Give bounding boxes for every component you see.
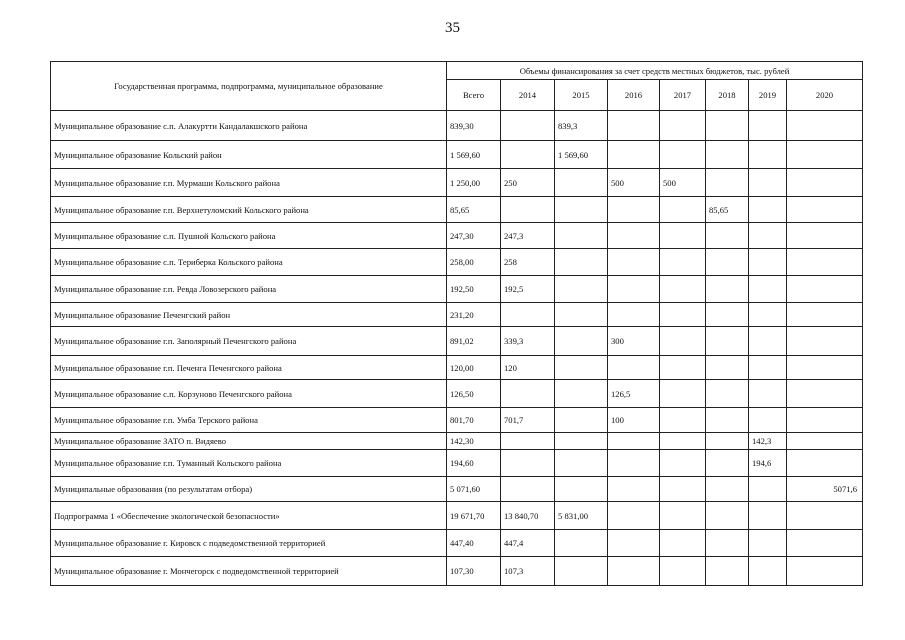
row-value: 1 250,00 [447, 169, 501, 197]
row-value [660, 356, 706, 380]
row-value [555, 276, 608, 303]
row-name: Муниципальное образование с.п. Териберка Кольского района [51, 249, 447, 276]
row-value [787, 169, 863, 197]
row-value: 339,3 [501, 327, 555, 356]
row-value: 447,4 [501, 530, 555, 557]
row-value [660, 380, 706, 408]
row-value [660, 111, 706, 141]
row-value [706, 356, 749, 380]
row-value [787, 249, 863, 276]
row-value [706, 380, 749, 408]
row-value [706, 141, 749, 169]
row-value [660, 557, 706, 586]
row-value [787, 197, 863, 223]
row-name: Муниципальное образование г. Мончегорск с подведомственной территорией [51, 557, 447, 586]
row-value [555, 477, 608, 502]
row-value [706, 477, 749, 502]
row-value [787, 557, 863, 586]
row-value [706, 557, 749, 586]
row-value: 107,30 [447, 557, 501, 586]
row-value: 247,30 [447, 223, 501, 249]
row-value [608, 303, 660, 327]
row-value: 247,3 [501, 223, 555, 249]
row-name: Муниципальное образование с.п. Алакуртти Кандалакшского района [51, 111, 447, 141]
row-name: Муниципальное образование ЗАТО п. Видяево [51, 433, 447, 450]
row-value [787, 502, 863, 530]
row-name: Муниципальное образование Печенгский район [51, 303, 447, 327]
row-value [608, 433, 660, 450]
table-row [51, 169, 863, 197]
table-row [51, 111, 863, 141]
row-value [706, 169, 749, 197]
row-value: 250 [501, 169, 555, 197]
row-value [749, 356, 787, 380]
year-header: 2014 [501, 80, 555, 111]
row-value [555, 557, 608, 586]
program-column-header: Государственная программа, подпрограмма, муниципальное образование [51, 62, 447, 111]
row-value [660, 223, 706, 249]
row-value [555, 530, 608, 557]
row-value: 5071,6 [787, 477, 863, 502]
row-name: Муниципальное образование г.п. Верхнетуломский Кольского района [51, 197, 447, 223]
row-value [749, 303, 787, 327]
row-value [660, 502, 706, 530]
row-value [501, 380, 555, 408]
row-value [706, 530, 749, 557]
row-value [608, 356, 660, 380]
page-number: 35 [445, 20, 460, 36]
row-value [555, 450, 608, 477]
row-name: Муниципальное образование г.п. Мурмаши Кольского района [51, 169, 447, 197]
year-header: 2018 [706, 80, 749, 111]
row-value [749, 169, 787, 197]
financing-table [50, 61, 863, 586]
row-value [787, 111, 863, 141]
row-value [660, 408, 706, 433]
row-value [660, 276, 706, 303]
row-value: 192,5 [501, 276, 555, 303]
row-value [660, 303, 706, 327]
table-row [51, 433, 863, 450]
row-value [749, 380, 787, 408]
row-value [787, 450, 863, 477]
row-value [555, 223, 608, 249]
row-value: 142,3 [749, 433, 787, 450]
year-header: 2020 [787, 80, 863, 111]
row-name: Муниципальное образование г.п. Туманный Кольского района [51, 450, 447, 477]
row-value [787, 380, 863, 408]
volumes-column-header: Объемы финансирования за счет средств местных бюджетов, тыс. рублей [447, 62, 863, 80]
row-name: Муниципальное образование Кольский район [51, 141, 447, 169]
row-value [706, 249, 749, 276]
row-value: 194,6 [749, 450, 787, 477]
row-value [749, 408, 787, 433]
row-value: 1 569,60 [447, 141, 501, 169]
row-value [749, 111, 787, 141]
row-value [787, 530, 863, 557]
row-value: 231,20 [447, 303, 501, 327]
row-value [501, 433, 555, 450]
table-row [51, 380, 863, 408]
row-value [501, 111, 555, 141]
row-value [706, 111, 749, 141]
row-value [555, 327, 608, 356]
row-value [608, 197, 660, 223]
row-value [555, 197, 608, 223]
year-header: Всего [447, 80, 501, 111]
row-value: 500 [660, 169, 706, 197]
table-row [51, 249, 863, 276]
row-name: Муниципальные образования (по результатам отбора) [51, 477, 447, 502]
row-value [501, 141, 555, 169]
row-value: 85,65 [706, 197, 749, 223]
row-value: 100 [608, 408, 660, 433]
row-name: Муниципальное образование г.п. Ревда Ловозерского района [51, 276, 447, 303]
row-value: 701,7 [501, 408, 555, 433]
row-value [749, 327, 787, 356]
row-value: 839,30 [447, 111, 501, 141]
row-value: 120,00 [447, 356, 501, 380]
row-value: 5 071,60 [447, 477, 501, 502]
table-body [51, 111, 863, 586]
row-value: 19 671,70 [447, 502, 501, 530]
row-value: 447,40 [447, 530, 501, 557]
row-value [660, 327, 706, 356]
row-value: 126,50 [447, 380, 501, 408]
row-value: 194,60 [447, 450, 501, 477]
row-value [787, 223, 863, 249]
year-header: 2016 [608, 80, 660, 111]
table-row [51, 223, 863, 249]
row-value [787, 303, 863, 327]
row-value: 300 [608, 327, 660, 356]
row-value [749, 197, 787, 223]
row-name: Муниципальное образование с.п. Корзуново Печенгского района [51, 380, 447, 408]
row-value [787, 433, 863, 450]
row-name: Подпрограмма 1 «Обеспечение экологической безопасности» [51, 502, 447, 530]
row-value [749, 477, 787, 502]
row-value: 120 [501, 356, 555, 380]
row-value [660, 477, 706, 502]
row-value: 258,00 [447, 249, 501, 276]
row-value [501, 450, 555, 477]
row-value [787, 327, 863, 356]
year-header: 2017 [660, 80, 706, 111]
row-value [660, 141, 706, 169]
table-row [51, 276, 863, 303]
row-value [501, 197, 555, 223]
row-value [608, 502, 660, 530]
row-value [660, 530, 706, 557]
row-name: Муниципальное образование с.п. Пушной Кольского района [51, 223, 447, 249]
table-row [51, 327, 863, 356]
row-value [706, 303, 749, 327]
row-value [706, 223, 749, 249]
table-row [51, 502, 863, 530]
row-value [608, 249, 660, 276]
row-value: 142,30 [447, 433, 501, 450]
row-value [749, 249, 787, 276]
row-value: 839,3 [555, 111, 608, 141]
row-value [660, 197, 706, 223]
table-row [51, 530, 863, 557]
row-value: 13 840,70 [501, 502, 555, 530]
row-value [660, 450, 706, 477]
row-value: 801,70 [447, 408, 501, 433]
row-value [787, 276, 863, 303]
row-value [608, 477, 660, 502]
row-value: 500 [608, 169, 660, 197]
row-value [706, 433, 749, 450]
row-value [555, 433, 608, 450]
row-value [608, 111, 660, 141]
row-value [787, 356, 863, 380]
row-value [501, 477, 555, 502]
table-row [51, 303, 863, 327]
row-value [555, 408, 608, 433]
row-value [660, 433, 706, 450]
table-row [51, 356, 863, 380]
year-header: 2015 [555, 80, 608, 111]
table-row [51, 141, 863, 169]
table-row [51, 408, 863, 433]
row-value: 258 [501, 249, 555, 276]
row-value [749, 502, 787, 530]
row-value [501, 303, 555, 327]
row-value [749, 141, 787, 169]
row-name: Муниципальное образование г.п. Заполярный Печенгского района [51, 327, 447, 356]
row-value [608, 223, 660, 249]
row-value [555, 356, 608, 380]
row-value: 891,02 [447, 327, 501, 356]
row-value [608, 557, 660, 586]
table-row [51, 477, 863, 502]
row-value: 85,65 [447, 197, 501, 223]
row-value [555, 169, 608, 197]
row-value: 5 831,00 [555, 502, 608, 530]
row-value [555, 380, 608, 408]
row-value [706, 450, 749, 477]
row-value [749, 557, 787, 586]
row-value [749, 223, 787, 249]
row-value [608, 530, 660, 557]
row-value [608, 450, 660, 477]
row-name: Муниципальное образование г.п. Умба Терского района [51, 408, 447, 433]
row-value [706, 502, 749, 530]
row-value: 1 569,60 [555, 141, 608, 169]
row-name: Муниципальное образование г. Кировск с подведомственной территорией [51, 530, 447, 557]
row-value: 107,3 [501, 557, 555, 586]
row-value [787, 408, 863, 433]
table-row [51, 557, 863, 586]
row-value [555, 303, 608, 327]
row-value [706, 276, 749, 303]
row-name: Муниципальное образование г.п. Печенга Печенгского района [51, 356, 447, 380]
row-value [660, 249, 706, 276]
row-value [555, 249, 608, 276]
row-value [706, 327, 749, 356]
row-value: 126,5 [608, 380, 660, 408]
year-header: 2019 [749, 80, 787, 111]
table-row [51, 450, 863, 477]
row-value [749, 530, 787, 557]
row-value [608, 141, 660, 169]
row-value [787, 141, 863, 169]
row-value [706, 408, 749, 433]
table-row [51, 197, 863, 223]
row-value: 192,50 [447, 276, 501, 303]
row-value [608, 276, 660, 303]
row-value [749, 276, 787, 303]
